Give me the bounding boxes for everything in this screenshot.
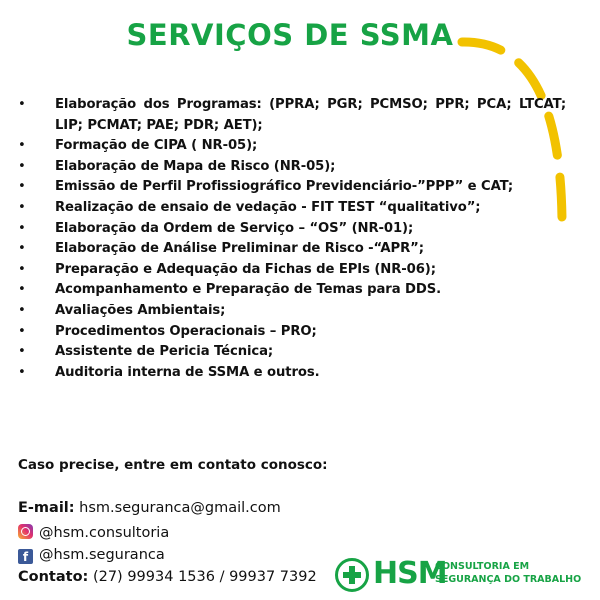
service-item-text: Auditoria interna de SSMA e outros. [55, 364, 320, 380]
bullet: • [18, 220, 26, 236]
bullet: • [18, 199, 26, 215]
email-link[interactable]: hsm.seguranca@gmail.com [79, 500, 281, 516]
company-logo [335, 556, 597, 596]
service-item [18, 280, 566, 301]
service-item [18, 322, 566, 343]
bullet: • [18, 138, 26, 154]
bullet: • [18, 364, 26, 380]
bullet: • [18, 261, 26, 277]
service-item-text: Elaboração de Análise Preliminar de Risco -“APR”; [55, 241, 424, 257]
service-item-text: Elaboração dos Programas: (PPRA; PGR; PCMSO; PPR; PCA; LTCAT; LIP; PCMAT; PAE; PDR; AET); [55, 97, 566, 133]
service-item [18, 198, 566, 219]
instagram-handle[interactable]: @hsm.consultoria [39, 525, 170, 541]
service-item-text: Elaboração de Mapa de Risco (NR-05); [55, 158, 336, 174]
services-list [18, 95, 566, 383]
logo-subtitle [435, 561, 581, 586]
email-label: E-mail: [18, 500, 75, 516]
logo-name: HSM [373, 556, 447, 591]
page-title: SERVIÇOS DE SSMA [126, 18, 454, 52]
phone-number[interactable]: (27) 99934 1536 / 99937 7392 [92, 569, 317, 585]
service-item [18, 219, 566, 240]
service-item-text: Acompanhamento e Preparação de Temas para DDS. [55, 282, 442, 298]
logo-subtitle-line-1: CONSULTORIA EM [435, 561, 530, 572]
logo-subtitle-line-2: SEGURANÇA DO TRABALHO [435, 573, 582, 585]
bullet: • [18, 241, 26, 257]
phone-row [18, 569, 317, 585]
service-item [18, 95, 566, 136]
email-row [18, 500, 281, 516]
facebook-handle[interactable]: @hsm.seguranca [39, 547, 165, 563]
bullet: • [18, 97, 26, 112]
instagram-row [18, 524, 169, 541]
service-item [18, 136, 566, 157]
service-item [18, 157, 566, 178]
service-item-text: Emissão de Perfil Profissiográfico Previdenciário-”PPP” e CAT; [55, 179, 514, 195]
help-text: Caso precise, entre em contato conosco: [18, 457, 328, 473]
service-item [18, 177, 566, 198]
facebook-row [18, 547, 165, 564]
facebook-icon: f [18, 549, 33, 564]
service-item [18, 363, 566, 384]
medical-cross-icon [335, 558, 369, 592]
service-item-text: Avaliações Ambientais; [55, 302, 226, 318]
service-item-text: Elaboração da Ordem de Serviço – “OS” (NR-01); [55, 220, 414, 236]
service-item-text: Realização de ensaio de vedação - FIT TEST “qualitativo”; [55, 199, 481, 215]
service-item-text: Formação de CIPA ( NR-05); [55, 138, 258, 154]
bullet: • [18, 179, 26, 195]
bullet: • [18, 323, 26, 339]
service-item-text: Preparação e Adequação da Fichas de EPIs (NR-06); [55, 261, 436, 277]
service-item [18, 260, 566, 281]
service-item-text: Procedimentos Operacionais – PRO; [55, 323, 317, 339]
phone-label: Contato: [18, 569, 89, 585]
service-item [18, 301, 566, 322]
bullet: • [18, 344, 26, 360]
service-item [18, 239, 566, 260]
service-item [18, 342, 566, 363]
service-item-text: Assistente de Pericia Técnica; [55, 344, 274, 360]
instagram-icon [18, 524, 33, 539]
bullet: • [18, 282, 26, 298]
bullet: • [18, 302, 26, 318]
bullet: • [18, 158, 26, 174]
